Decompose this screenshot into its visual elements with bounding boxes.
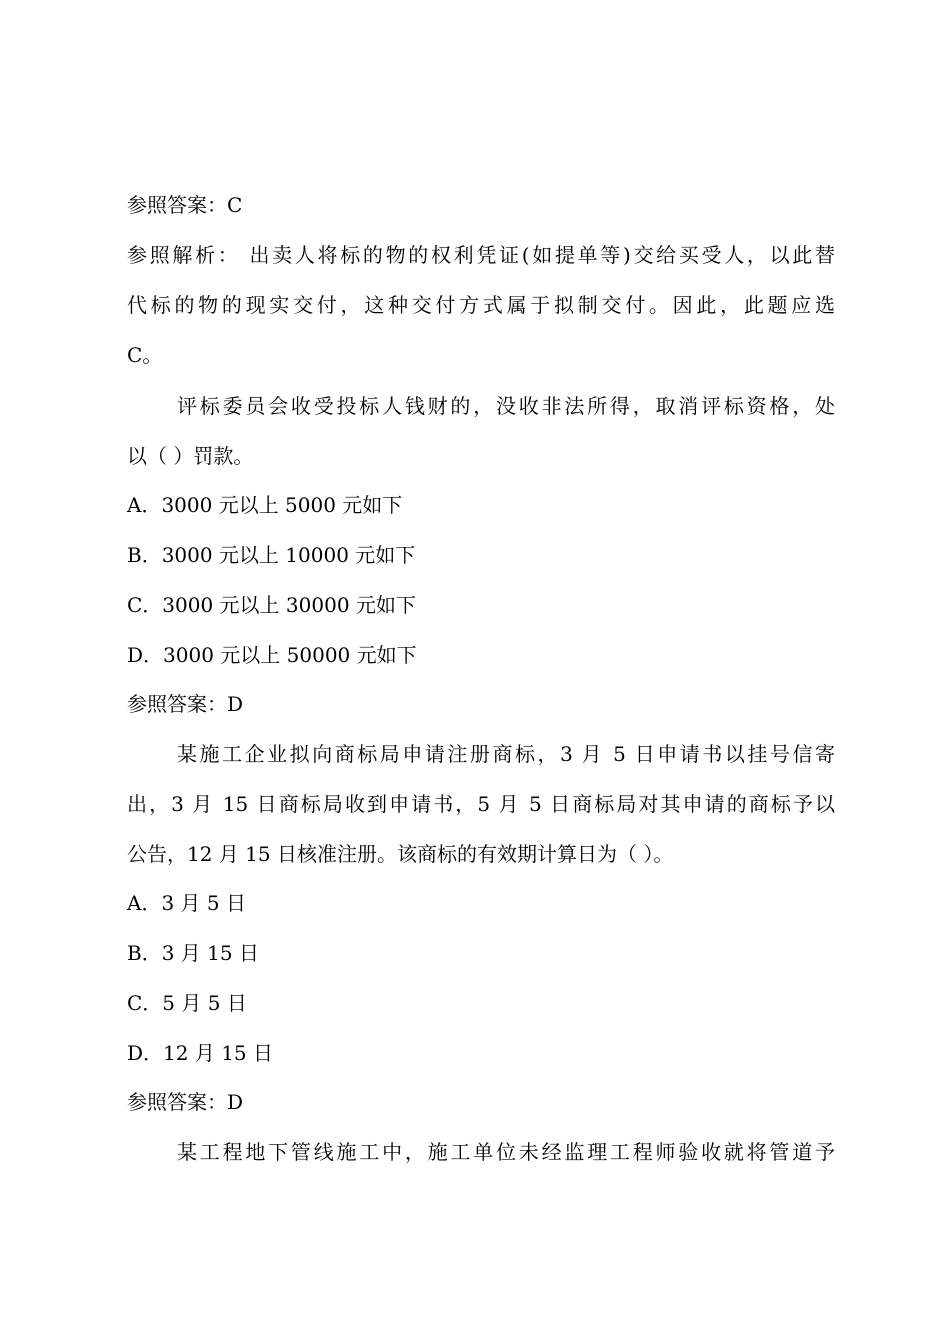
question-line: 某工程地下管线施工中，施工单位未经监理工程师验收就将管道予	[177, 1140, 835, 1164]
option-d: D．12 月 15 日	[127, 1041, 274, 1065]
answer-line: 参照答案：C	[127, 193, 243, 217]
option-c: C．3000 元以上 30000 元如下	[127, 593, 416, 617]
answer-line: 参照答案：D	[127, 1090, 244, 1114]
question-line: 出，3 月 15 日商标局收到申请书，5 月 5 日商标局对其申请的商标予以	[127, 792, 835, 816]
analysis-line: 参照解析： 出卖人将标的物的权利凭证(如提单等)交给买受人，以此替	[127, 243, 835, 267]
analysis-line: 代标的物的现实交付，这种交付方式属于拟制交付。因此，此题应选	[127, 293, 835, 317]
question-line: 某施工企业拟向商标局申请注册商标，3 月 5 日申请书以挂号信寄	[177, 742, 835, 766]
question-line: 公告，12 月 15 日核准注册。该商标的有效期计算日为（ ）。	[127, 842, 674, 866]
option-a: A．3000 元以上 5000 元如下	[127, 493, 403, 517]
option-b: B．3 月 15 日	[127, 941, 259, 965]
question-line: 以（ ）罚款。	[127, 444, 254, 468]
option-a: A．3 月 5 日	[127, 891, 246, 915]
answer-line: 参照答案：D	[127, 692, 244, 716]
analysis-line: C。	[127, 343, 163, 367]
option-c: C．5 月 5 日	[127, 991, 247, 1015]
option-d: D．3000 元以上 50000 元如下	[127, 643, 417, 667]
option-b: B．3000 元以上 10000 元如下	[127, 543, 416, 567]
question-line: 评标委员会收受投标人钱财的，没收非法所得，取消评标资格，处	[177, 394, 835, 418]
